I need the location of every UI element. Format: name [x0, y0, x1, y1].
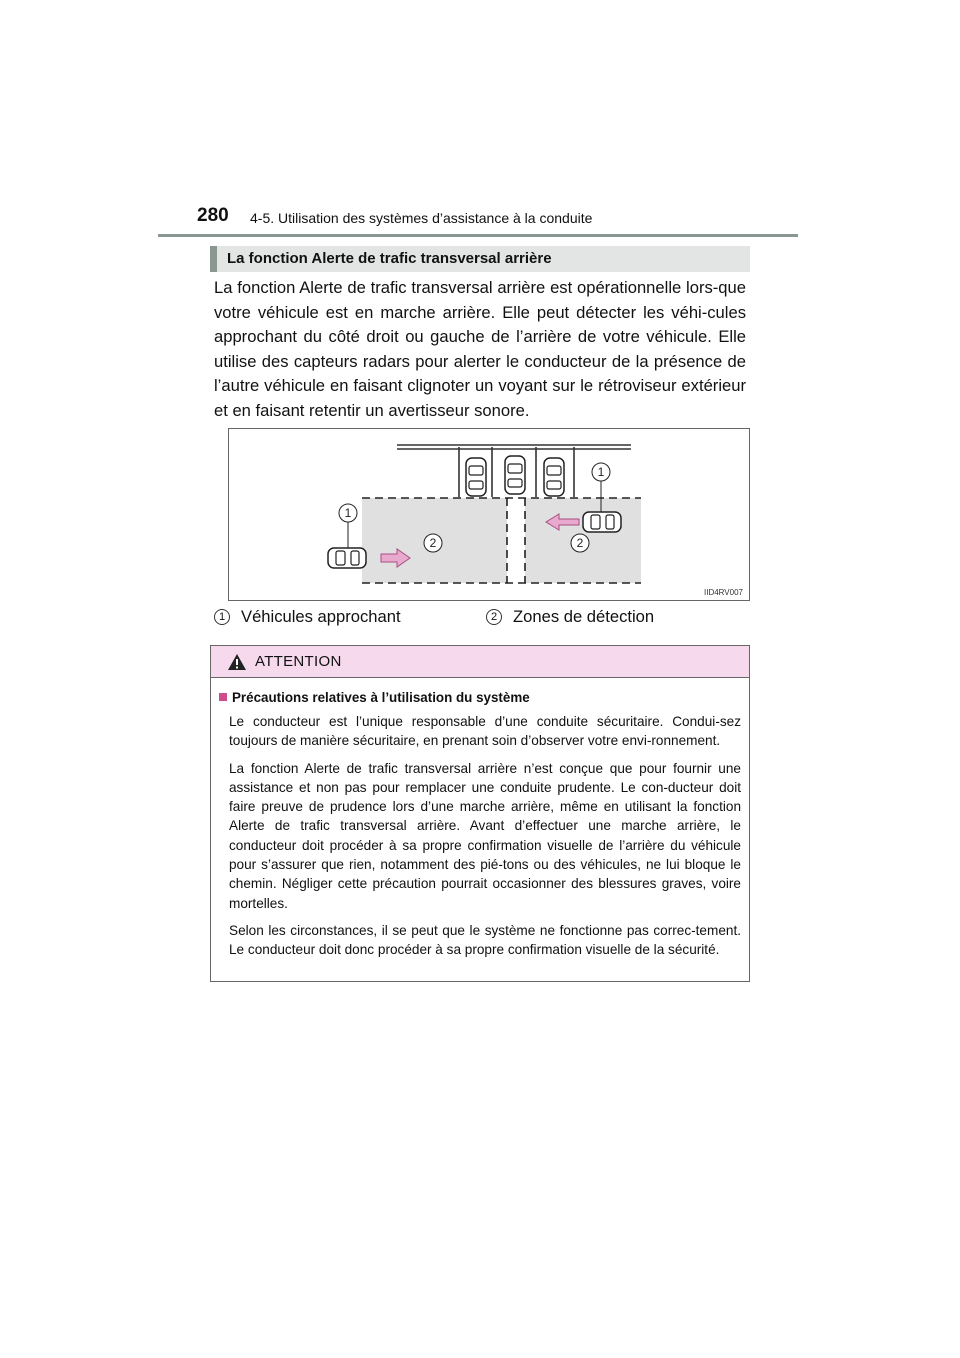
- warning-body: [211, 678, 749, 960]
- approaching-car-right: [583, 512, 621, 532]
- callout-1-right: 1: [597, 465, 605, 479]
- callout-2-right: 2: [576, 536, 584, 550]
- legend-label: Zones de détection: [513, 607, 655, 626]
- legend-number: 2: [486, 609, 502, 625]
- parking-diagram: [229, 429, 751, 602]
- figure-id: IID4RV007: [704, 588, 743, 597]
- callout-1-left: 1: [344, 506, 352, 520]
- warning-paragraph: Le conducteur est l’unique responsable d’une conduite sécuritaire. Condui-sez toujours de manière sécuritaire, en prenant soin d’observer votre envi-ronnement.: [229, 714, 741, 749]
- warning-header: [211, 646, 749, 678]
- cross-traffic-figure: [228, 428, 750, 601]
- header-rule: [158, 234, 798, 237]
- callout-2-left: 2: [429, 536, 437, 550]
- warning-subheading: [219, 688, 741, 706]
- bullet-square-icon: [219, 693, 227, 701]
- legend-item: [214, 606, 401, 628]
- legend-item: [486, 606, 654, 628]
- parked-car: [466, 458, 486, 496]
- warning-paragraph: Selon les circonstances, il se peut que le système ne fonctionne pas correc-tement. Le conducteur doit donc procéder à sa propre confirmation visuelle de la sécurité.: [229, 922, 741, 958]
- section-paragraph: La fonction Alerte de trafic transversal arrière est opérationnelle lors-que votre véhicule est en marche arrière. Elle peut détecter les véhi-cules approchant du côté droit ou gauche de l’arrière de votre véhicule. Elle utilise des capteurs radars pour alerter le conducteur de la présence de l’autre véhicule en faisant clignoter un voyant sur le rétroviseur extérieur et en faisant retentir un avertisseur sonore.: [214, 278, 746, 420]
- parked-car: [544, 458, 564, 496]
- own-vehicle-reversing: [505, 456, 525, 494]
- running-head: 4-5. Utilisation des systèmes d’assistance à la conduite: [250, 210, 593, 226]
- approaching-car-left: [328, 548, 366, 568]
- legend-label: Véhicules approchant: [241, 607, 401, 626]
- warning-paragraph: La fonction Alerte de trafic transversal arrière n’est conçue que pour fournir une assistance et non pas pour remplacer une conduite prudente. Le con-ducteur doit faire preuve de prudence lors d’une marche arrière, même en utilisant la fonction Alerte de trafic transversal arrière. Avant d’effectuer une marche arrière, le conducteur doit procéder à sa propre confirmation visuelle de l’arrière du véhicule pour s’assurer que rien, notamment des pié-tons ou des véhicules, ne lui bloque le chemin. Négliger cette précaution pourrait occasionner des blessures graves, voire mortelles.: [229, 760, 741, 911]
- warning-title: ATTENTION: [255, 653, 342, 670]
- section-heading: La fonction Alerte de trafic transversal arrière: [210, 246, 750, 272]
- page-number: 280: [197, 205, 229, 226]
- warning-subheading-text: Précautions relatives à l’utilisation du système: [232, 689, 530, 705]
- warning-box: [210, 645, 750, 982]
- warning-triangle-icon: [227, 653, 247, 671]
- legend-number: 1: [214, 609, 230, 625]
